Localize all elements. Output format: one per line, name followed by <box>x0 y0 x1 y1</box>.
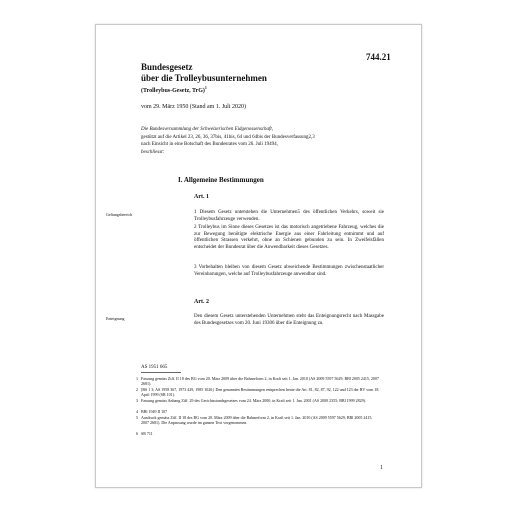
footnote-text: Fassung gemäss Anhang Ziff. 29 des Gerichtsstandsgesetzes vom 24. März 2000, in Kraft seit 1. Jan. 2001 (AS 2000 2355; BBl 1999 2829). <box>141 398 367 403</box>
footnote <box>136 398 381 403</box>
footnote <box>136 409 381 414</box>
document-page <box>95 24 422 488</box>
footnote-number: 1 <box>136 376 138 381</box>
footnote <box>136 431 381 436</box>
footnote-number: 5 <box>136 415 138 420</box>
footnote-number: 4 <box>136 409 138 414</box>
preamble-line-2: gestützt auf die Artikel 23, 26, 36, 37bis, 41bis, 64 und 64bis der Bundesverfassung2,3 <box>141 135 315 140</box>
short-title <box>141 85 207 94</box>
article-2-heading: Art. 2 <box>194 299 209 305</box>
article-2-para-1: Den diesem Gesetz unterstehenden Unternehmen steht das Enteignungsrecht nach Massgabe des Bundesgesetzes vom 20. Juni 19306 über die Enteignung zu. <box>194 314 384 326</box>
footnote-marker: 1 <box>204 85 207 90</box>
footnote-text: BBl 1949 II 107 <box>141 409 168 414</box>
article-2-margin-title: Enteignung <box>106 316 125 321</box>
footnote-divider <box>141 372 181 373</box>
footnote <box>136 376 381 386</box>
footnote-text: [BS 1 3; AS 1958 367, 1973 429, 1985 1026]. Den genannten Bestimmungen entsprechen heute die Art. 81, 82, 87, 92, 122 und 123 der BV vom 18. April 1999 (SR 101). <box>141 387 380 397</box>
footnote-text: Fassung gemäss Ziff. II 18 des BG vom 20. März 2009 über die Bahnreform 2, in Kraft seit 1. Jan. 2010 (AS 2009 5597 5629; BBl 2005 2415, 2007 2681). <box>141 376 379 386</box>
footnote-number: 6 <box>136 431 138 436</box>
article-1-para-2: 2 Trolleybus im Sinne dieses Gesetzes ist das motorisch angetriebene Fahrzeug, welches die zur Bewegung benötigte elektrische Energie aus einer Fahrleitung entnimmt und auf öffentlichen Strassen verkehrt, ohne an Schienen gebunden zu sein. In Zweifelsfällen entscheidet der Bundesrat über die Anwendbarkeit dieses Gesetzes. <box>194 225 384 250</box>
short-title-text: (Trolleybus-Gesetz, TrG) <box>141 88 205 94</box>
page-number: 1 <box>380 465 383 471</box>
article-1-para-3: 3 Vorbehalten bleiben von diesem Gesetz abweichende Bestimmungen zwischenstaatlicher Vereinbarungen, welche auf Trolleybusfahrzeuge anwendbar sind. <box>194 265 384 277</box>
preamble-line-1: Die Bundesversammlung der Schweizerischen Eidgenossenschaft, <box>141 127 274 132</box>
article-1-para-1: 1 Diesem Gesetz unterstehen die Unternehmen5 des öffentlichen Verkehrs, soweit sie Trolleybusfahrzeuge verwenden. <box>194 210 384 222</box>
footnote-number: 2 <box>136 387 138 392</box>
preamble-line-3: nach Einsicht in eine Botschaft des Bundesrates vom 26. Juli 19494, <box>141 142 278 147</box>
enactment-date: vom 29. März 1950 (Stand am 1. Juli 2020) <box>141 104 246 110</box>
article-1-heading: Art. 1 <box>194 194 209 200</box>
footnote-number: 3 <box>136 398 138 403</box>
footnote-text: Ausdruck gemäss Ziff. II 18 des BG vom 20. März 2009 über die Bahnreform 2, in Kraft seit 1. Jan. 2010 (AS 2009 5597 5629; BBl 2005 2415, 2007 2681). Die Anpassung wurde im ganzen Text vorgenommen. <box>141 415 373 425</box>
footnote-text: SR 711 <box>141 431 153 436</box>
footnote <box>136 415 381 425</box>
footnote <box>136 387 381 397</box>
sr-number: 744.21 <box>366 52 391 62</box>
preamble-line-4: beschliesst: <box>141 150 165 155</box>
section-heading: I. Allgemeine Bestimmungen <box>178 176 264 184</box>
title-line-1: Bundesgesetz <box>141 62 193 72</box>
article-1-margin-title: Geltungsbereich <box>106 212 133 217</box>
official-compilation-ref: AS 1951 665 <box>141 365 168 370</box>
title-line-2: über die Trolleybusunternehmen <box>141 73 267 83</box>
